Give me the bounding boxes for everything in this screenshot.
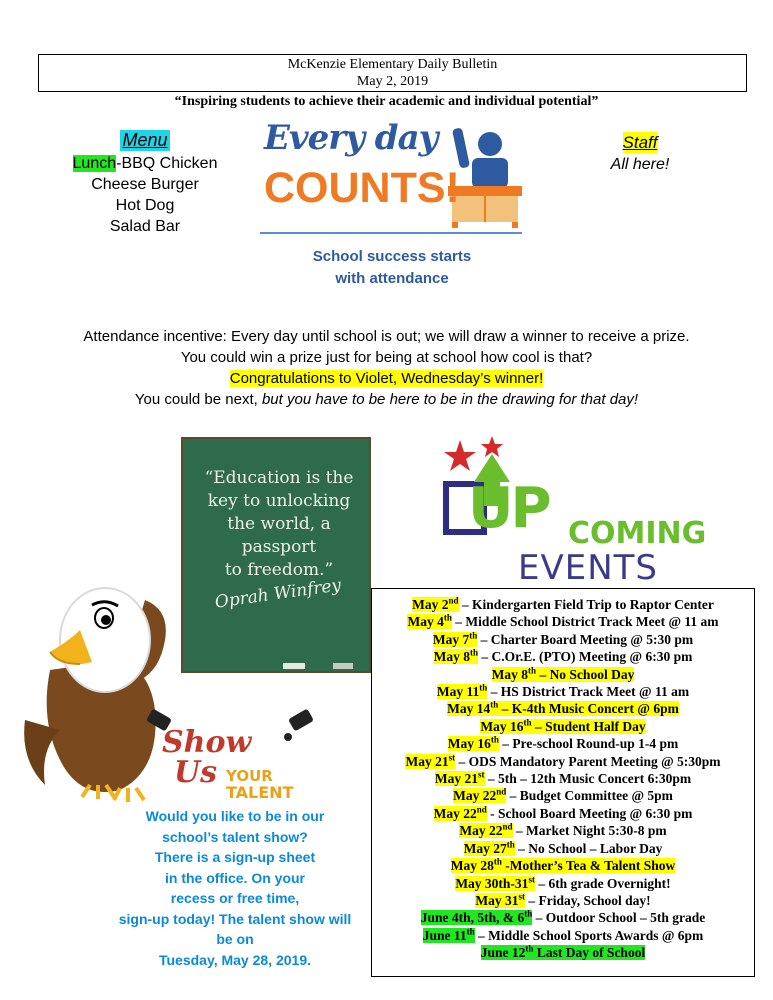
talent-talent-word: TALENT (226, 783, 294, 802)
menu-item: Salad Bar (109, 218, 181, 235)
up-text: UP (468, 476, 549, 541)
event-row: May 11th – HS District Track Meet @ 11 am (436, 682, 690, 700)
staff-status: All here! (610, 156, 670, 173)
event-row: May 22nd – Budget Committee @ 5pm (453, 786, 673, 804)
logo-subtitle: School success starts with attendance (312, 248, 472, 287)
quote-author: Oprah Winfrey (213, 575, 343, 613)
attendance-logo (258, 118, 526, 298)
event-row: May 27th – No School – Labor Day (463, 839, 663, 856)
event-row: June 12th Last Day of School (480, 943, 646, 961)
event-row: May 22nd - School Board Meeting @ 6:30 pm (433, 804, 693, 821)
event-row: May 22nd – Market Night 5:30-8 pm (459, 821, 667, 839)
event-row: May 16th – Pre-school Round-up 1-4 pm (447, 734, 679, 752)
talent-us-word: Us (174, 755, 218, 790)
staff-title: Staff (622, 133, 658, 152)
school-motto: “Inspiring students to achieve their academic and individual potential” (174, 94, 599, 109)
menu-title: Menu (122, 130, 168, 150)
event-row: May 21st – ODS Mandatory Parent Meeting @ 5:30pm (405, 752, 721, 769)
lunch-label: Lunch (72, 155, 117, 172)
winner-announcement: Congratulations to Violet, Wednesday’s winner! (229, 370, 544, 387)
event-row: May 21st – 5th – 12th Music Concert 6:30pm (434, 769, 692, 787)
menu-item: Cheese Burger (91, 176, 199, 193)
quote-text: “Education is the key to unlocking the world, a passport to freedom.” (204, 468, 354, 580)
staff-section (600, 132, 680, 175)
attendance-line: Attendance incentive: Every day until school is out; we will draw a winner to receive a prize. (83, 328, 690, 345)
coming-text: COMING (568, 516, 707, 551)
event-row: May 4th – Middle School District Track Meet @ 11 am (407, 612, 719, 630)
event-row: June 4th, 5th, & 6th – Outdoor School – 5th grade (420, 908, 706, 926)
event-row: May 30th-31st – 6th grade Overnight! (455, 874, 671, 891)
menu-section (60, 130, 230, 237)
attendance-line: You could win a prize just for being at school how cool is that? (180, 349, 593, 366)
event-row: May 14th – K-4th Music Concert @ 6pm (447, 699, 679, 717)
talent-show-word: Show (162, 725, 252, 760)
event-row: May 31st – Friday, School day! (475, 891, 651, 908)
bulletin-header (38, 54, 747, 92)
event-row: May 8th – No School Day (491, 665, 635, 682)
event-row: May 28th -Mother’s Tea & Talent Show (450, 856, 676, 874)
event-row: June 11th – Middle School Sports Awards @ 6pm (422, 926, 704, 943)
event-row: May 2nd – Kindergarten Field Trip to Raptor Center (412, 595, 714, 612)
event-row: May 7th – Charter Board Meeting @ 5:30 pm (432, 630, 694, 647)
talent-your-word: YOUR (226, 767, 273, 785)
chalkboard-quote (181, 437, 371, 673)
attendance-incentive (0, 326, 773, 410)
attendance-line: You could be next, but you have to be here to be in the drawing for that day! (134, 391, 639, 408)
logo-everyday: Every day (264, 118, 438, 158)
bulletin-date: May 2, 2019 (356, 74, 429, 89)
events-list (371, 588, 755, 977)
logo-counts: COUNTS! (264, 164, 460, 212)
bulletin-title: McKenzie Elementary Daily Bulletin (287, 57, 498, 72)
events-text: EVENTS (518, 548, 659, 588)
talent-show-info: Would you like to be in our school’s talent show? There is a sign-up sheet in the office. On your recess or free time, sign-up today! The talent show will be on Tuesday, May 28, 2019. (118, 808, 352, 968)
menu-item-lunch: Lunch-BBQ Chicken (72, 155, 218, 172)
talent-show-logo (140, 707, 320, 807)
menu-item: Hot Dog (115, 197, 175, 214)
event-row: May 8th – C.Or.E. (PTO) Meeting @ 6:30 pm (433, 647, 693, 665)
chalk-icon (283, 661, 363, 671)
logo-divider (260, 232, 522, 234)
event-row: May 16th – Student Half Day (480, 717, 646, 734)
upcoming-events-logo (440, 436, 707, 588)
